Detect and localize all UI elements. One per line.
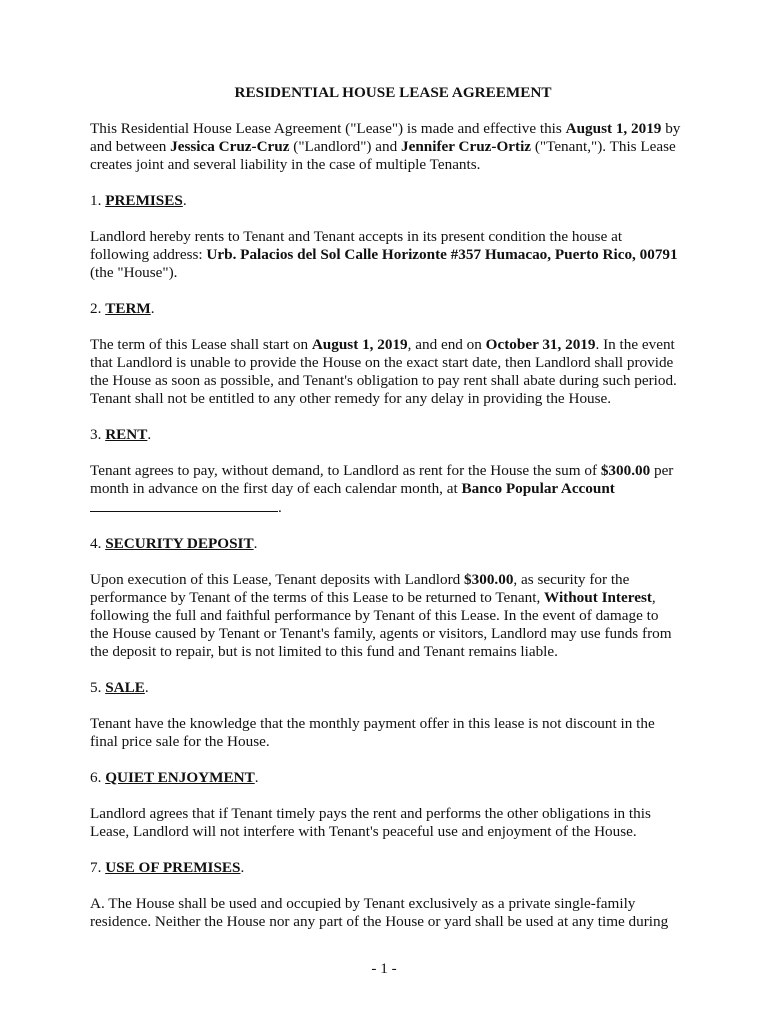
- term-start-date: August 1, 2019: [311, 336, 408, 353]
- section-label: SECURITY DEPOSIT: [105, 535, 254, 552]
- page-number: - 1 -: [371, 960, 397, 977]
- premises-paragraph: [90, 228, 690, 282]
- paragraph-text: per: [650, 462, 674, 479]
- sale-paragraph: [90, 715, 690, 751]
- paragraph-text: . In the event: [595, 336, 675, 353]
- security-deposit-paragraph: [90, 571, 690, 661]
- section-number: 3.: [90, 426, 106, 443]
- section-heading-premises: 1. PREMISES.: [90, 192, 187, 209]
- intro-text: This Residential House Lease Agreement ("Lease") is made and effective this: [90, 120, 566, 137]
- paragraph-line: the House caused by Tenant or Tenant's family, agents or visitors, Landlord may use funds from: [90, 625, 672, 642]
- section-number: 2.: [90, 300, 106, 317]
- section-number: 4.: [90, 535, 106, 552]
- paragraph-line: following the full and faithful performance by Tenant of this Lease. In the event of damage to: [90, 607, 659, 624]
- paragraph-text: Tenant agrees to pay, without demand, to Landlord as rent for the House the sum of: [90, 462, 601, 479]
- intro-text: ("Tenant,"). This Lease: [531, 138, 676, 155]
- section-heading-use-of-premises: 7. USE OF PREMISES.: [90, 859, 245, 876]
- paragraph-line: Lease, Landlord will not interfere with Tenant's peaceful use and enjoyment of the House.: [90, 823, 637, 840]
- paragraph-line: the deposit to repair, but is not limited to this fund and Tenant remains liable.: [90, 643, 558, 660]
- section-label: QUIET ENJOYMENT: [105, 769, 255, 786]
- section-label: RENT: [105, 426, 148, 443]
- paragraph-text: ,: [651, 589, 656, 606]
- section-number: 1.: [90, 192, 106, 209]
- intro-text: ("Landlord") and: [289, 138, 401, 155]
- section-label: PREMISES: [105, 192, 183, 209]
- deposit-amount: $300.00: [464, 571, 514, 588]
- section-label: TERM: [105, 300, 151, 317]
- tenant-name: Jennifer Cruz-Ortiz: [401, 138, 532, 155]
- house-address: Urb. Palacios del Sol Calle Horizonte #357 Humacao, Puerto Rico, 00791: [206, 246, 678, 263]
- section-heading-rent: 3. RENT.: [90, 426, 152, 443]
- paragraph-line: final price sale for the House.: [90, 733, 270, 750]
- paragraph-line: (the "House").: [90, 264, 178, 281]
- paragraph-line: the House as soon as possible, and Tenant's obligation to pay rent shall abate during such period.: [90, 372, 677, 389]
- rent-amount: $300.00: [600, 462, 651, 479]
- section-number: 6.: [90, 769, 106, 786]
- section-number: 7.: [90, 859, 106, 876]
- paragraph-line: Landlord hereby rents to Tenant and Tenant accepts in its present condition the house at: [90, 228, 623, 245]
- paragraph-text: , as security for the: [513, 571, 630, 588]
- paragraph-line: A. The House shall be used and occupied by Tenant exclusively as a private single-family: [90, 895, 636, 912]
- paragraph-text: month in advance on the first day of each calendar month, at: [90, 480, 462, 497]
- paragraph-text: Upon execution of this Lease, Tenant deposits with Landlord: [90, 571, 465, 588]
- document-title: RESIDENTIAL HOUSE LEASE AGREEMENT: [234, 84, 552, 101]
- section-heading-quiet-enjoyment: 6. QUIET ENJOYMENT.: [90, 769, 259, 786]
- paragraph-line: residence. Neither the House nor any part of the House or yard shall be used at any time during: [90, 913, 669, 930]
- section-heading-security-deposit: 4. SECURITY DEPOSIT.: [90, 535, 258, 552]
- paragraph-text: performance by Tenant of the terms of this Lease to be returned to Tenant,: [90, 589, 545, 606]
- effective-date: August 1, 2019: [565, 120, 662, 137]
- term-paragraph: [90, 336, 690, 408]
- term-end-date: October 31, 2019: [485, 336, 596, 353]
- quiet-enjoyment-paragraph: [90, 805, 690, 841]
- paragraph-text: following address:: [90, 246, 207, 263]
- document-page: [90, 84, 690, 949]
- section-heading-term: 2. TERM.: [90, 300, 155, 317]
- use-of-premises-paragraph: [90, 895, 690, 931]
- intro-text: by: [661, 120, 681, 137]
- section-number: 5.: [90, 679, 106, 696]
- intro-paragraph: [90, 120, 690, 174]
- section-heading-sale: 5. SALE.: [90, 679, 149, 696]
- paragraph-text: , and end on: [407, 336, 486, 353]
- paragraph-text: The term of this Lease shall start on: [90, 336, 312, 353]
- intro-text: creates joint and several liability in the case of multiple Tenants.: [90, 156, 481, 173]
- landlord-name: Jessica Cruz-Cruz: [170, 138, 290, 155]
- paragraph-line: that Landlord is unable to provide the House on the exact start date, then Landlord shall provide: [90, 354, 674, 371]
- intro-text: and between: [90, 138, 171, 155]
- paragraph-line: Tenant shall not be entitled to any other remedy for any delay in providing the House.: [90, 390, 612, 407]
- section-label: USE OF PREMISES: [105, 859, 241, 876]
- section-label: SALE: [105, 679, 145, 696]
- account-blank-line: [90, 498, 278, 512]
- paragraph-line: Landlord agrees that if Tenant timely pays the rent and performs the other obligations in this: [90, 805, 651, 822]
- rent-account: Banco Popular Account: [461, 480, 615, 497]
- paragraph-line: Tenant have the knowledge that the monthly payment offer in this lease is not discount in the: [90, 715, 655, 732]
- deposit-interest-term: Without Interest: [544, 589, 652, 606]
- rent-paragraph: Tenant agrees to pay, without demand, to Landlord as rent for the House the sum of $300.00 per month in advance on the first day of each calendar month, at Banco Popular Account .: [90, 462, 674, 516]
